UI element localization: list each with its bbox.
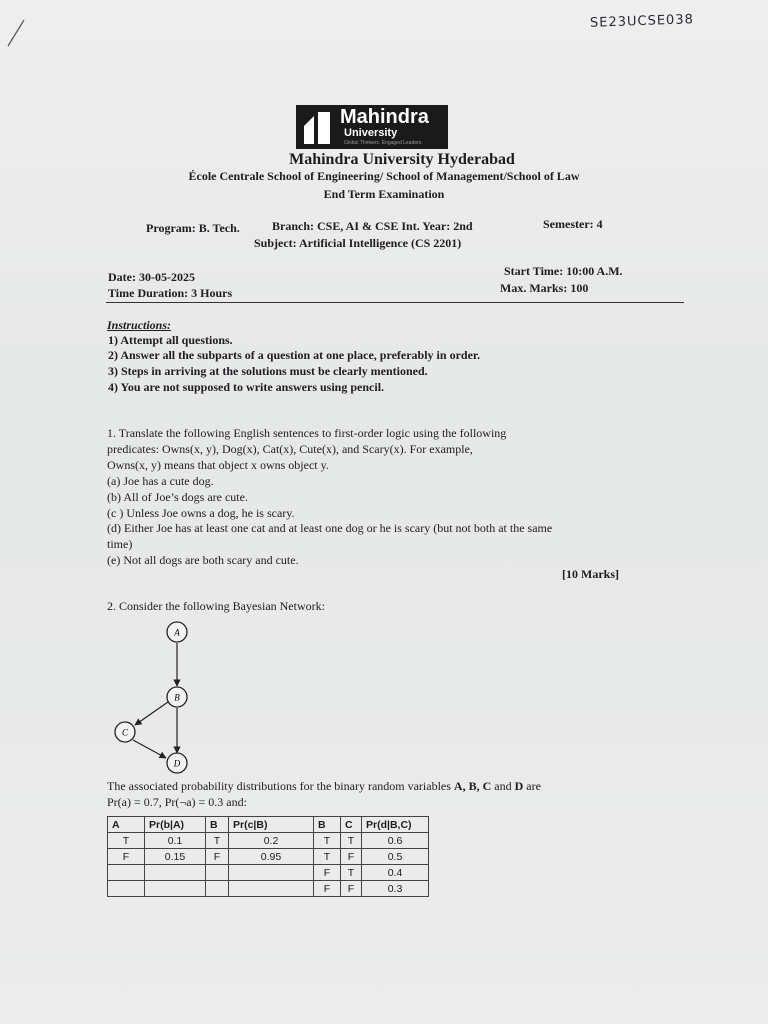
table-cell: 0.4 — [362, 865, 429, 881]
table-header-row — [108, 817, 429, 833]
q1-part-d-cont: time) — [107, 537, 133, 551]
table-cell: T — [341, 865, 362, 881]
table-header-cell: Pr(b|A) — [145, 817, 206, 833]
table-cell: T — [314, 849, 341, 865]
table-header-cell: B — [314, 817, 341, 833]
instruction-item: 2) Answer all the subparts of a question at one place, preferably in order. — [108, 348, 481, 362]
time-duration: Time Duration: 3 Hours — [108, 286, 233, 300]
start-time: Start Time: 10:00 A.M. — [504, 264, 623, 278]
instruction-item: 3) Steps in arriving at the solutions must be clearly mentioned. — [108, 364, 428, 378]
logo-sub: University — [344, 127, 398, 139]
bayesian-network-diagram — [105, 615, 215, 780]
q2-desc-vars: A, B, C — [453, 779, 492, 793]
table-cell: 0.3 — [362, 881, 429, 897]
table-cell: F — [314, 865, 341, 881]
table-cell: 0.2 — [229, 833, 314, 849]
table-cell: 0.95 — [229, 849, 314, 865]
logo-tagline: Global Thinkers. Engaged Leaders. — [344, 140, 423, 146]
instructions-heading: Instructions: — [107, 318, 172, 332]
q2-desc-post: are — [523, 779, 541, 793]
instruction-item: 4) You are not supposed to write answers using pencil. — [108, 380, 385, 394]
table-cell — [108, 881, 145, 897]
table-cell — [108, 865, 145, 881]
header-divider — [106, 302, 684, 303]
q1-line: Owns(x, y) means that object x owns object y. — [107, 458, 329, 472]
table-cell — [145, 881, 206, 897]
table-cell: 0.15 — [145, 849, 206, 865]
node-c-label: C — [121, 727, 129, 738]
q1-part-e: (e) Not all dogs are both scary and cute. — [107, 553, 299, 567]
node-b-label: B — [174, 692, 180, 703]
probability-table — [107, 816, 429, 897]
edge-c-d — [133, 740, 166, 758]
table-row — [108, 881, 429, 897]
table-header-cell: B — [206, 817, 229, 833]
table-cell: T — [341, 833, 362, 849]
table-cell — [206, 881, 229, 897]
q2-desc-and: and — [491, 779, 515, 793]
program-label: Program: B. Tech. — [146, 221, 240, 235]
q2-prior: Pr(a) = 0.7, Pr(¬a) = 0.3 and: — [107, 795, 247, 809]
exam-name: End Term Examination — [323, 187, 445, 201]
table-cell — [229, 865, 314, 881]
branch-label: Branch: CSE, AI & CSE Int. Year: 2nd — [272, 219, 473, 233]
exam-date: Date: 30-05-2025 — [108, 270, 195, 284]
subject-label: Subject: Artificial Intelligence (CS 2201) — [254, 236, 462, 250]
table-row — [108, 865, 429, 881]
q2-heading: 2. Consider the following Bayesian Network: — [107, 599, 325, 613]
table-header-cell: Pr(d|B,C) — [362, 817, 429, 833]
table-cell: 0.1 — [145, 833, 206, 849]
q2-description — [107, 779, 541, 794]
schools-line: École Centrale School of Engineering/ School of Management/School of Law — [188, 169, 580, 183]
mahindra-logo-icon — [300, 110, 336, 146]
table-cell: 0.5 — [362, 849, 429, 865]
table-cell: F — [108, 849, 145, 865]
logo-name: Mahindra — [340, 106, 429, 128]
max-marks: Max. Marks: 100 — [500, 281, 589, 295]
semester-label: Semester: 4 — [543, 217, 603, 231]
q2-desc-pre: The associated probability distributions for the binary random variables — [107, 779, 454, 793]
q1-line: predicates: Owns(x, y), Dog(x), Cat(x), Cute(x), and Scary(x). For example, — [107, 442, 473, 456]
node-a-label: A — [174, 627, 180, 638]
table-cell: T — [108, 833, 145, 849]
table-cell — [206, 865, 229, 881]
table-cell: F — [314, 881, 341, 897]
table-cell — [145, 865, 206, 881]
node-d-label: D — [173, 758, 181, 769]
table-header-cell: A — [108, 817, 145, 833]
q1-part-d: (d) Either Joe has at least one cat and at least one dog or he is scary (but not both at the same — [107, 521, 553, 535]
table-cell: F — [341, 849, 362, 865]
university-title: Mahindra University Hyderabad — [289, 151, 515, 168]
q1-part-c: (c ) Unless Joe owns a dog, he is scary. — [107, 506, 295, 520]
table-cell: T — [314, 833, 341, 849]
pen-stroke-mark — [2, 18, 30, 48]
table-cell — [229, 881, 314, 897]
table-cell: F — [341, 881, 362, 897]
q1-marks: [10 Marks] — [562, 567, 619, 581]
table-header-cell: Pr(c|B) — [229, 817, 314, 833]
table-row — [108, 833, 429, 849]
table-row — [108, 849, 429, 865]
q1-part-b: (b) All of Joe’s dogs are cute. — [107, 490, 248, 504]
q1-line: 1. Translate the following English sentences to first-order logic using the following — [107, 426, 507, 440]
table-cell: T — [206, 833, 229, 849]
q2-desc-d: D — [514, 779, 524, 793]
roll-number: SE23UCSE038 — [589, 12, 695, 31]
edge-b-c — [135, 702, 168, 725]
instruction-item: 1) Attempt all questions. — [108, 333, 233, 347]
table-header-cell: C — [341, 817, 362, 833]
table-cell: 0.6 — [362, 833, 429, 849]
table-cell: F — [206, 849, 229, 865]
q1-part-a: (a) Joe has a cute dog. — [107, 474, 214, 488]
